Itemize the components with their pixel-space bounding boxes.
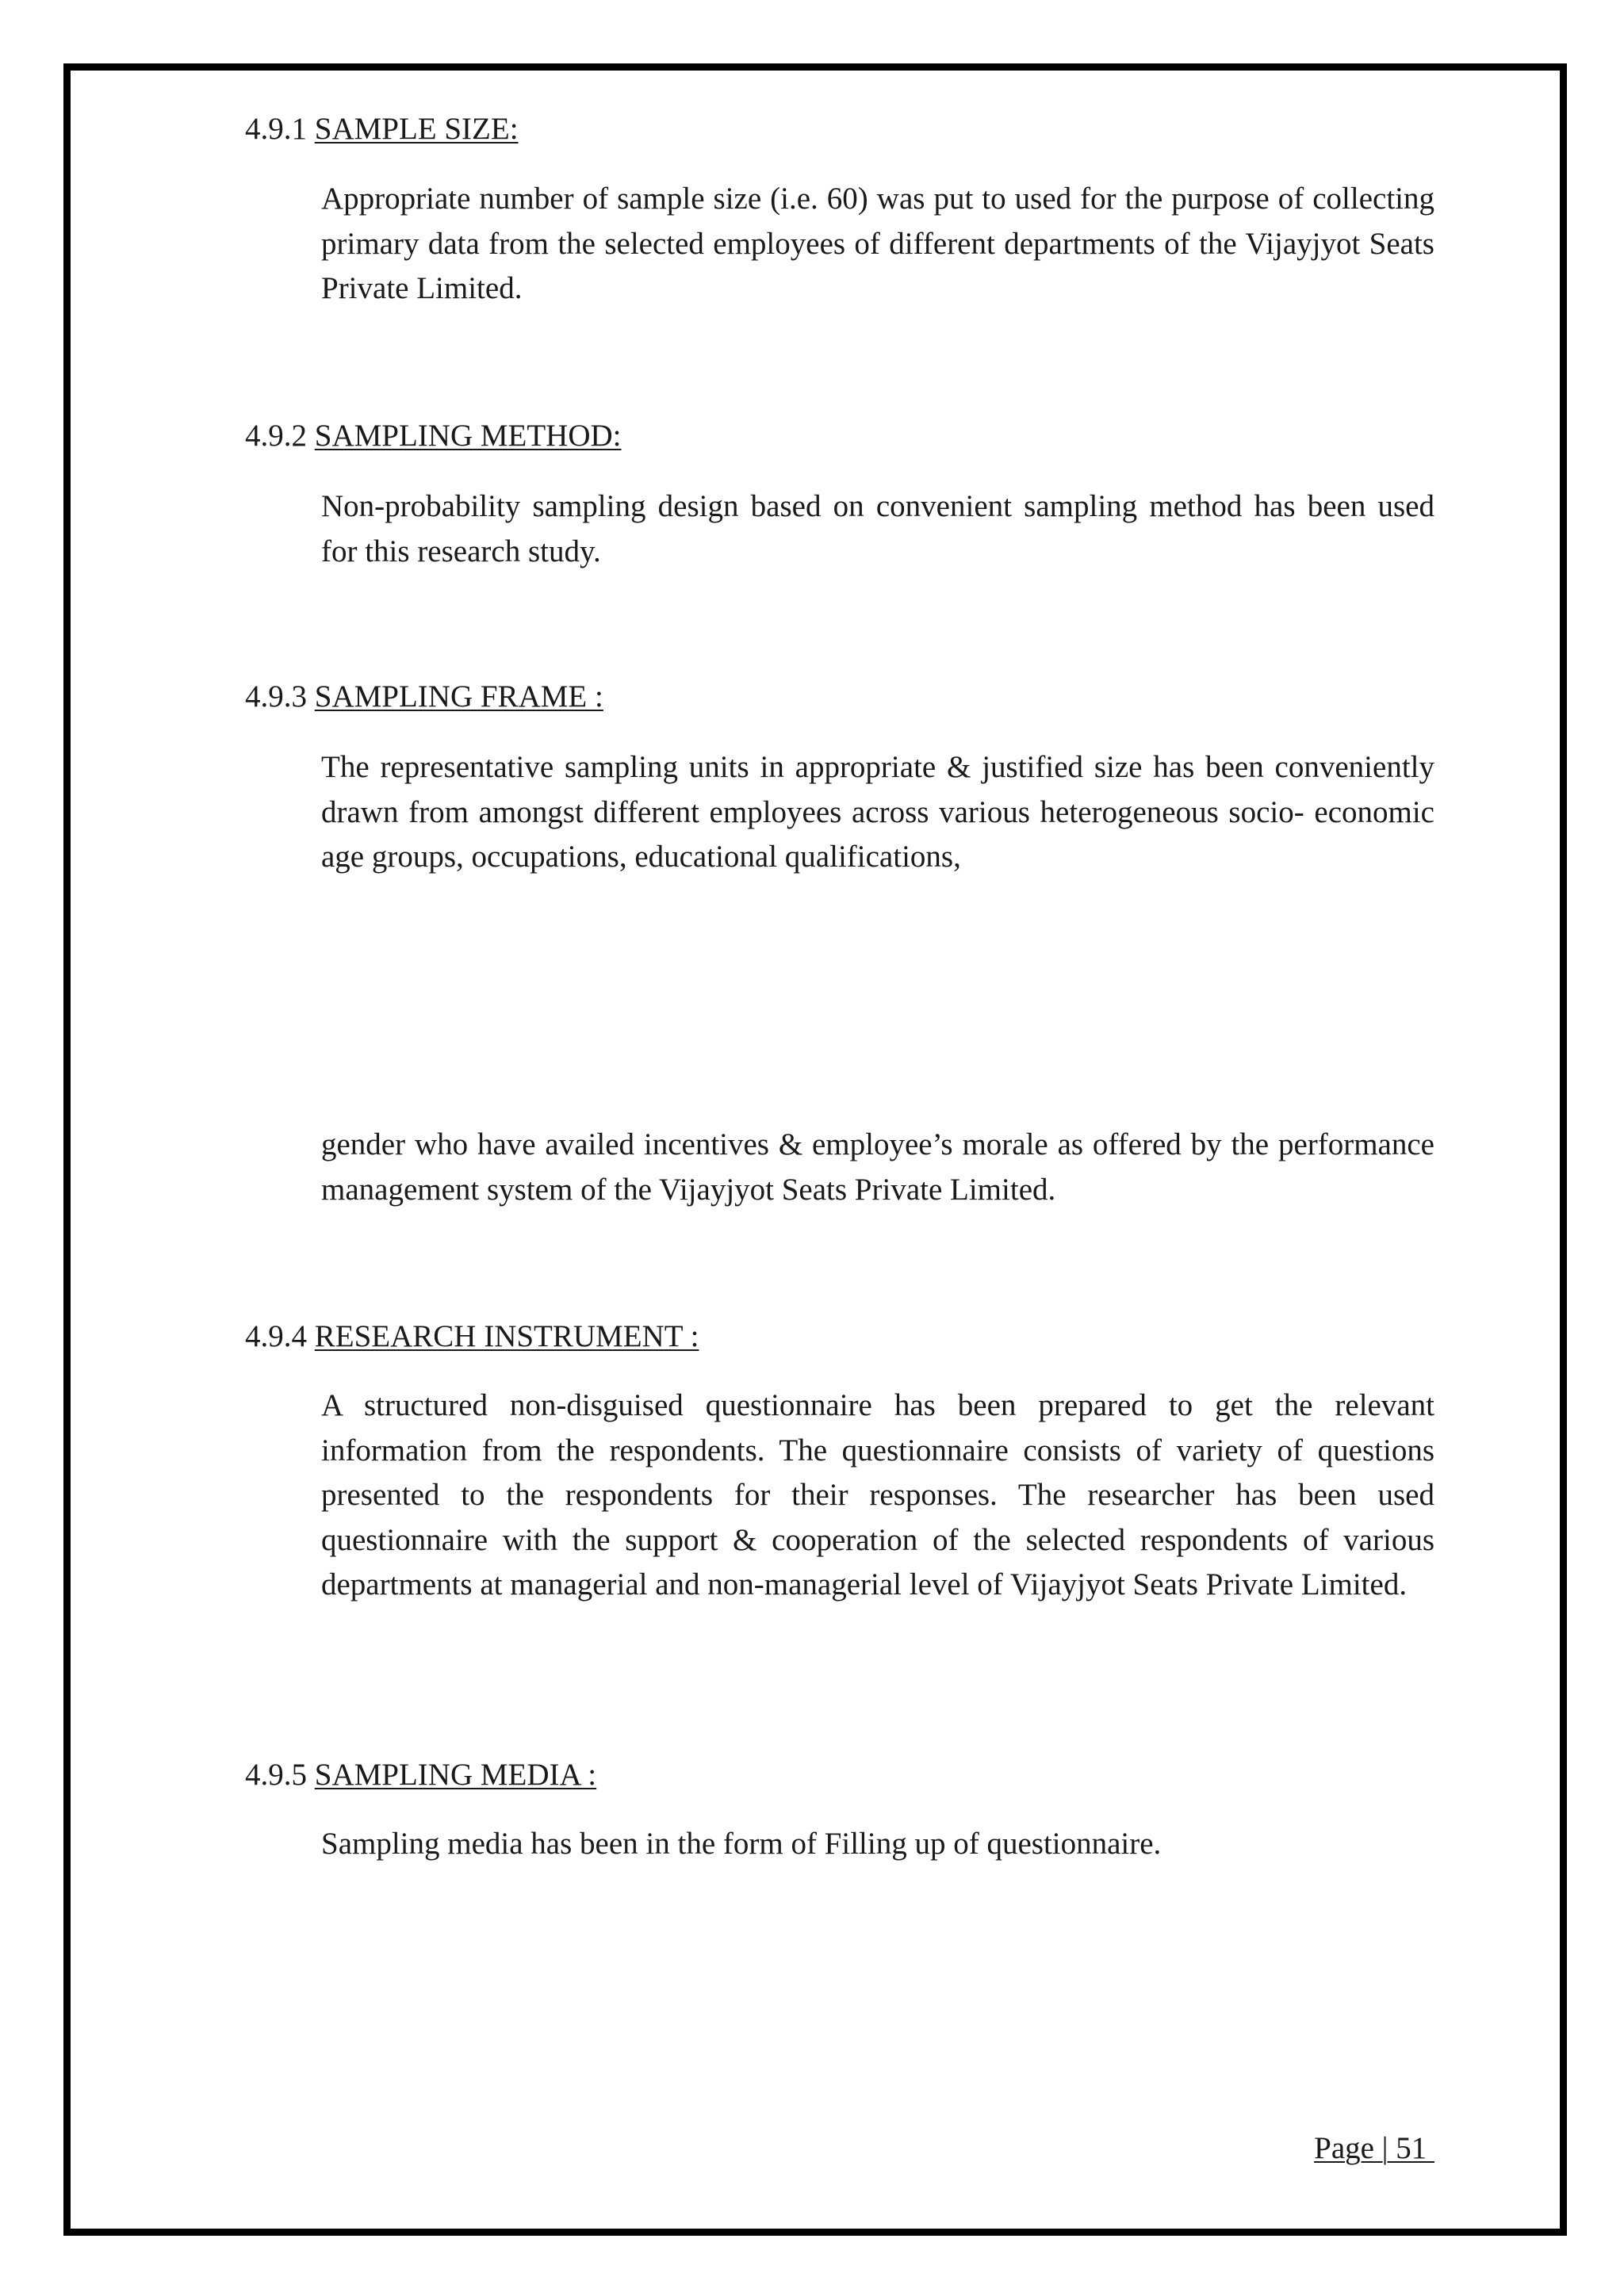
section-heading-sample-size — [245, 110, 519, 148]
section-number: 4.9.2 — [245, 419, 307, 453]
section-heading-research-instrument — [245, 1318, 699, 1356]
section-body-research-instrument: A structured non-disguised questionnaire has been prepared to get the relevant information from the respondents. The questionnaire consists of variety of questions presented to the respondents for their responses. The researcher has been used questionnaire with the support & cooperation of the selected respondents of various departments at managerial and non-managerial level of Vijayjyot Seats Private Limited. — [321, 1388, 1434, 1601]
section-heading-sampling-method — [245, 417, 622, 455]
section-body-sampling-frame-continued: gender who have availed incentives & employee’s morale as offered by the performance management system of the Vijayjyot Seats Private Limited. — [321, 1127, 1434, 1207]
section-number: 4.9.5 — [245, 1758, 307, 1792]
section-body-sampling-method: Non-probability sampling design based on convenient sampling method has been used for this research study. — [321, 489, 1434, 568]
section-number: 4.9.4 — [245, 1319, 307, 1353]
section-number: 4.9.1 — [245, 112, 307, 146]
section-title: RESEARCH INSTRUMENT : — [314, 1319, 699, 1353]
section-body-sample-size: Appropriate number of sample size (i.e. 60) was put to used for the purpose of collecting primary data from the selected employees of different departments of the Vijayjyot Seats Private Limited. — [321, 182, 1434, 305]
section-title: SAMPLE SIZE: — [314, 112, 519, 146]
section-title: SAMPLING FRAME : — [314, 679, 603, 714]
section-heading-sampling-media — [245, 1756, 596, 1794]
section-title: SAMPLING METHOD: — [314, 419, 622, 453]
section-title: SAMPLING MEDIA : — [314, 1758, 597, 1792]
section-number: 4.9.3 — [245, 679, 307, 714]
section-body-sampling-media: Sampling media has been in the form of Filling up of questionnaire. — [321, 1827, 1162, 1861]
section-heading-sampling-frame — [245, 678, 603, 716]
page-number: Page | 51 — [1314, 2131, 1434, 2165]
section-body-sampling-frame: The representative sampling units in appropriate & justified size has been conveniently drawn from amongst different employees across various heterogeneous socio- economic age groups, occupations, educational qualifications, — [321, 750, 1434, 874]
